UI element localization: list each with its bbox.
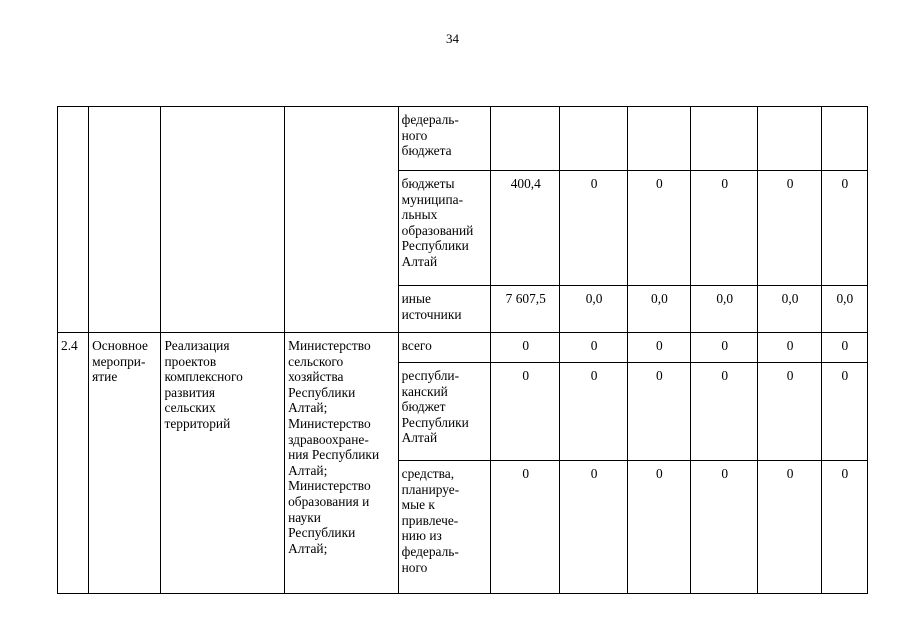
funding-source-cell-line: Алтай xyxy=(401,253,438,269)
funding-source-cell xyxy=(398,461,490,594)
type-cell xyxy=(89,107,161,333)
funding-source-cell-line: нию из xyxy=(401,528,442,544)
item-executor-cell-line: Республики xyxy=(288,525,356,541)
value-cell xyxy=(758,107,821,171)
name-cell xyxy=(161,107,285,333)
item-name-cell-line: развития xyxy=(164,384,216,400)
item-name-cell-line: сельских xyxy=(164,400,216,416)
item-executor-cell-line: образования и xyxy=(288,493,370,509)
funding-source-cell-line: федераль- xyxy=(401,543,459,559)
funding-source-cell-line: ного xyxy=(401,127,428,143)
value-cell: 0,0 xyxy=(560,286,627,333)
item-name-cell-line: Реализация xyxy=(164,338,230,353)
executor-cell xyxy=(285,107,399,333)
item-executor-cell-line: Алтай; xyxy=(288,400,328,416)
funding-source-cell-line: образований xyxy=(401,222,474,238)
value-cell: 0 xyxy=(627,333,690,363)
value-cell: 0 xyxy=(758,171,821,286)
value-cell xyxy=(627,107,690,171)
funding-source-cell xyxy=(398,171,490,286)
number-cell xyxy=(58,107,89,333)
funding-source-cell-line: источники xyxy=(401,306,462,322)
funding-source-cell-line: бюджеты xyxy=(401,176,455,191)
item-name-cell xyxy=(161,333,285,594)
item-name-cell-line: территорий xyxy=(164,415,231,431)
funding-source-cell xyxy=(398,286,490,333)
funding-source-cell xyxy=(398,333,490,363)
value-cell xyxy=(691,107,758,171)
funding-source-cell-line: привлече- xyxy=(401,512,459,528)
funding-source-cell xyxy=(398,107,490,171)
value-cell: 7 607,5 xyxy=(491,286,560,333)
funding-source-cell-line: Республики xyxy=(401,238,469,254)
value-cell: 0,0 xyxy=(821,286,867,333)
value-cell: 0 xyxy=(758,461,821,594)
value-cell: 0 xyxy=(560,461,627,594)
item-name-cell-line: проектов xyxy=(164,353,217,369)
funding-source-cell-line: Республики xyxy=(401,414,469,430)
page-number: 34 xyxy=(446,31,459,46)
item-executor-cell-line: хозяйства xyxy=(288,369,344,385)
value-cell: 0 xyxy=(821,171,867,286)
value-cell: 0 xyxy=(691,363,758,461)
item-executor-cell-line: ния Республики xyxy=(288,447,380,463)
item-name-cell-line: комплексного xyxy=(164,369,243,385)
funding-source-cell-line: Алтай xyxy=(401,430,438,446)
funding-source-cell-line: бюджет xyxy=(401,399,446,415)
value-cell: 0,0 xyxy=(691,286,758,333)
value-cell: 0 xyxy=(560,171,627,286)
value-cell: 0 xyxy=(627,171,690,286)
value-cell: 0 xyxy=(491,461,560,594)
value-cell xyxy=(560,107,627,171)
item-executor-cell-line: Алтай; xyxy=(288,540,328,556)
item-type-cell-line: ятие xyxy=(92,369,118,385)
value-cell: 0 xyxy=(627,363,690,461)
item-executor-cell-line: здравоохране- xyxy=(288,431,369,447)
value-cell: 0 xyxy=(758,363,821,461)
value-cell: 0 xyxy=(691,333,758,363)
funding-source-cell-line: ного xyxy=(401,559,428,575)
value-cell xyxy=(821,107,867,171)
item-executor-cell-line: сельского xyxy=(288,353,344,369)
funding-source-cell-line: иные xyxy=(401,291,431,306)
funding-source-cell xyxy=(398,363,490,461)
value-cell: 0,0 xyxy=(627,286,690,333)
table-row xyxy=(58,107,868,171)
value-cell: 0 xyxy=(691,461,758,594)
funding-source-cell-line: льных xyxy=(401,207,438,223)
funding-source-cell-line: канский xyxy=(401,383,448,399)
funding-source-cell-line: мые к xyxy=(401,497,435,513)
funding-source-cell-line: федераль- xyxy=(401,112,459,127)
value-cell xyxy=(491,107,560,171)
item-type-cell-line: меропри- xyxy=(92,353,146,369)
funding-source-cell-line: муниципа- xyxy=(401,191,464,207)
value-cell: 400,4 xyxy=(491,171,560,286)
item-type-cell-line: Основное xyxy=(92,338,148,353)
value-cell: 0 xyxy=(627,461,690,594)
item-executor-cell-line: Министерство xyxy=(288,478,371,494)
value-cell: 0 xyxy=(821,363,867,461)
value-cell: 0 xyxy=(491,333,560,363)
item-type-cell xyxy=(89,333,161,594)
item-executor-cell-line: Республики xyxy=(288,384,356,400)
item-executor-cell-line: Министерство xyxy=(288,415,371,431)
value-cell: 0 xyxy=(560,333,627,363)
item-number-cell: 2.4 xyxy=(58,333,89,594)
value-cell: 0,0 xyxy=(758,286,821,333)
item-executor-cell-line: Министерство xyxy=(288,338,371,353)
value-cell: 0 xyxy=(821,333,867,363)
value-cell: 0 xyxy=(491,363,560,461)
budget-table xyxy=(57,106,868,594)
value-cell: 0 xyxy=(758,333,821,363)
value-cell: 0 xyxy=(691,171,758,286)
funding-source-cell-line: республи- xyxy=(401,368,460,383)
item-executor-cell-line: науки xyxy=(288,509,321,525)
table-row xyxy=(58,333,868,363)
item-executor-cell xyxy=(285,333,399,594)
value-cell: 0 xyxy=(821,461,867,594)
value-cell: 0 xyxy=(560,363,627,461)
funding-source-cell-line: бюджета xyxy=(401,143,452,159)
funding-source-cell-line: средства, xyxy=(401,466,455,481)
funding-source-cell-line: всего xyxy=(401,338,432,353)
funding-source-cell-line: планируе- xyxy=(401,481,460,497)
item-executor-cell-line: Алтай; xyxy=(288,462,328,478)
